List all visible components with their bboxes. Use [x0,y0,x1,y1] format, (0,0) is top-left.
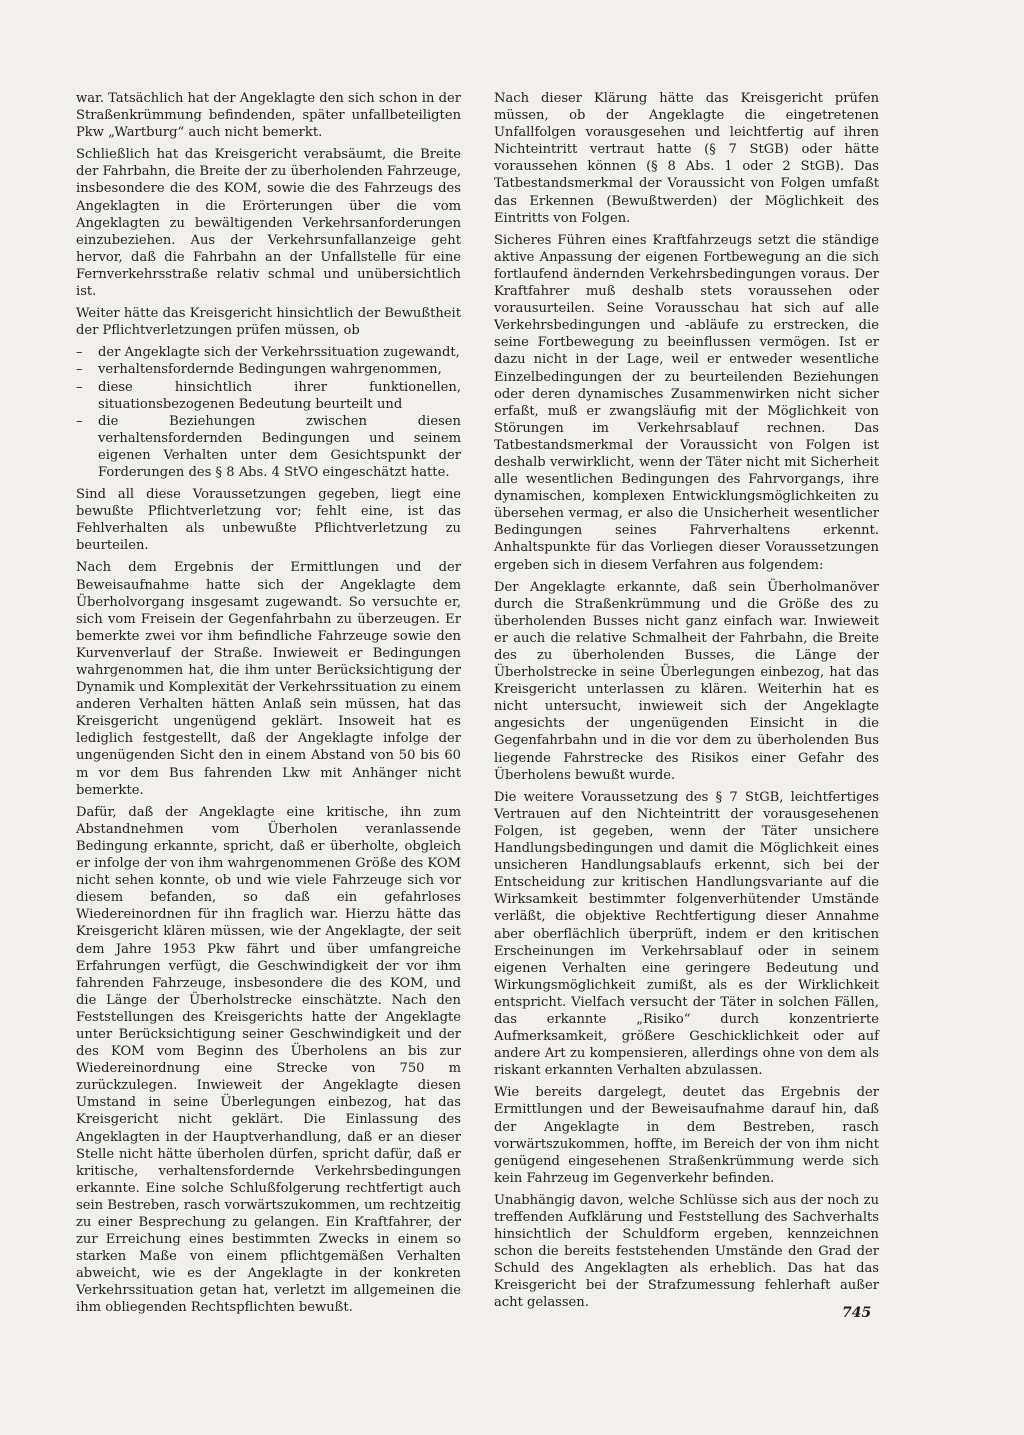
paragraph: Weiter hätte das Kreisgericht hinsichtlich der Bewußtheit der Pflichtverletzungen prüfen müssen, ob [76,306,461,339]
right-column [494,90,879,1317]
paragraph: Unabhängig davon, welche Schlüsse sich aus der noch zu treffenden Aufklärung und Feststellung des Sachverhalts hinsichtlich der Schuldform ergeben, kennzeichnen schon die bereits feststehenden Umstände den Grad der Schuld des Angeklagten als erheblich. Das hat das Kreisgericht bei der Strafzumessung fehlerhaft außer acht gelassen. [494,1192,879,1311]
criteria-list [76,344,461,481]
left-column [76,90,461,1322]
paragraph: Die weitere Voraussetzung des § 7 StGB, leichtfertiges Vertrauen auf den Nichteintritt der vorausgesehenen Folgen, ist gegeben, wenn der Täter unsichere Handlungsbedingungen und damit die Möglichkeit eines unsicheren Handlungsablaufs erkennt, sich bei der Entscheidung zur kritischen Handlungsvariante auf die Wirksamkeit bestimmter folgenverhütender Umstände verläßt, die objektive Rechtfertigung dieser Annahme aber oberflächlich überprüft, indem er den kritischen Erscheinungen im Verkehrsablauf oder in seinem eigenen Verhalten eine geringere Bedeutung und Wirkungsmöglichkeit zumißt, als es der Wirklichkeit entspricht. Vielfach versucht der Täter in solchen Fällen, das erkannte „Risiko“ durch konzentrierte Aufmerksamkeit, größere Geschicklichkeit oder auf andere Art zu kompensieren, allerdings ohne von dem als riskant erkannten Verhalten abzulassen. [494,789,879,1079]
list-item: – die Beziehungen zwischen diesen verhaltensfordernden Bedingungen und seinem eigenen Verhalten unter dem Gesichtspunkt der Forderungen des § 8 Abs. 4 StVO eingeschätzt hatte. [76,413,461,481]
page-number: 745 [842,1305,872,1321]
list-item: – verhaltensfordernde Bedingungen wahrgenommen, [76,361,461,378]
paragraph: Schließlich hat das Kreisgericht verabsäumt, die Breite der Fahrbahn, die Breite der zu überholenden Fahrzeuge, insbesondere die des KOM, sowie die des Fahrzeugs des Angeklagten in die Erörterungen über die vom Angeklagten zu bewältigenden Verkehrsanforderungen einzubeziehen. Aus der Verkehrsunfallanzeige geht hervor, daß die Fahrbahn an der Unfallstelle für eine Fernverkehrsstraße relativ schmal und unübersichtlich ist. [76,147,461,300]
list-item: – diese hinsichtlich ihrer funktionellen, situationsbezogenen Bedeutung beurteilt und [76,379,461,413]
paragraph: Sicheres Führen eines Kraftfahrzeugs setzt die ständige aktive Anpassung der eigenen Fortbewegung an die sich fortlaufend ändernden Verkehrsbedingungen voraus. Der Kraftfahrer muß deshalb stets voraussehen oder vorausurteilen. Seine Vorausschau hat sich auf alle Verkehrsbedingungen und -abläufe zu erstrecken, die seine Fortbewegung zu beeinflussen vermögen. Ist er dazu nicht in der Lage, weil er entweder wesentliche Einzelbedingungen der zu beurteilenden Beziehungen oder deren dynamisches Zusammenwirken nicht sicher erfaßt, muß er zwangsläufig mit der Möglichkeit von Störungen im Verkehrsablauf rechnen. Das Tatbestandsmerkmal der Voraussicht von Folgen ist deshalb verwirklicht, wenn der Täter nicht mit Sicherheit alle wesentlichen Bedingungen des Fahrvorgangs, ihre dynamischen, komplexen Entwicklungsmöglichkeiten zu übersehen vermag, er also die Unsicherheit wesentlicher Bedingungen seines Fahrverhaltens erkennt. Anhaltspunkte für das Vorliegen dieser Voraussetzungen ergeben sich in diesem Verfahren aus folgendem: [494,232,879,573]
paragraph: war. Tatsächlich hat der Angeklagte den sich schon in der Straßenkrümmung befindenden, später unfallbeteiligten Pkw „Wartburg“ auch nicht bemerkt. [76,91,461,141]
paragraph: Sind all diese Voraussetzungen gegeben, liegt eine bewußte Pflichtverletzung vor; fehlt eine, ist das Fehlverhalten als unbewußte Pflichtverletzung zu beurteilen. [76,487,461,554]
paragraph: Der Angeklagte erkannte, daß sein Überholmanöver durch die Straßenkrümmung und die Größe des zu überholenden Busses nicht ganz einfach war. Inwieweit er auch die relative Schmalheit der Fahrbahn, die Breite des zu überholenden Busses, die Länge der Überholstrecke in seine Überlegungen einbezog, hat das Kreisgericht unterlassen zu klären. Weiterhin hat es nicht untersucht, inwieweit sich der Angeklagte angesichts der ungenügenden Einsicht in die Gegenfahrbahn und in die vor dem zu überholenden Bus liegende Fahrstrecke des Risikos einer Gefahr des Überholens bewußt wurde. [494,579,879,783]
paragraph: Nach dieser Klärung hätte das Kreisgericht prüfen müssen, ob der Angeklagte die eingetretenen Unfallfolgen vorausgesehen und leichtfertig auf ihren Nichteintritt vertraut hatte (§ 7 StGB) oder hätte voraussehen können (§ 8 Abs. 1 oder 2 StGB). Das Tatbestandsmerkmal der Voraussicht von Folgen umfaßt das Erkennen (Bewußtwerden) der Möglichkeit des Eintritts von Folgen. [494,91,879,226]
paragraph: Wie bereits dargelegt, deutet das Ergebnis der Ermittlungen und der Beweisaufnahme darauf hin, daß der Angeklagte in dem Bestreben, rasch vorwärtszukommen, hoffte, im Bereich der von ihm nicht genügend eingesehenen Straßenkrümmung werde sich kein Fahrzeug im Gegenverkehr befinden. [494,1085,879,1186]
list-item: – der Angeklagte sich der Verkehrssituation zugewandt, [76,344,461,361]
paragraph: Dafür, daß der Angeklagte eine kritische, ihn zum Abstandnehmen vom Überholen veranlassende Bedingung erkannte, spricht, daß er überholte, obgleich er infolge der von ihm wahrgenommenen Größe des KOM nicht sehen konnte, ob und wie viele Fahrzeuge sich vor diesem befanden, so daß ein gefahrloses Wiedereinordnen für ihn fraglich war. Hierzu hätte das Kreisgericht klären müssen, wie der Angeklagte, der seit dem Jahre 1953 Pkw fährt und über umfangreiche Erfahrungen verfügt, die Geschwindigkeit der vor ihm fahrenden Fahrzeuge, insbesondere die des KOM, und die Länge der Überholstrecke einschätzte. Nach den Feststellungen des Kreisgerichts hatte der Angeklagte unter Berücksichtigung seiner Geschwindigkeit und der des KOM vom Beginn des Überholens an bis zur Wiedereinordnung eine Strecke von 750 m zurückzulegen. Inwieweit der Angeklagte diesen Umstand in seine Überlegungen einbezog, hat das Kreisgericht nicht geklärt. Die Einlassung des Angeklagten in der Hauptverhandlung, daß er an dieser Stelle nicht hätte überholen dürfen, spricht dafür, daß er kritische, verhaltensfordernde Verkehrsbedingungen erkannte. Eine solche Schlußfolgerung rechtfertigt auch sein Bestreben, rasch vorwärtszukommen, um rechtzeitig zu einer Besprechung zu gelangen. Ein Kraftfahrer, der zur Erreichung eines bestimmten Zwecks in einem so starken Maße von einem pflichtgemäßen Verhalten abweicht, wie es der Angeklagte in der konkreten Verkehrssituation getan hat, verletzt im allgemeinen die ihm obliegenden Rechtspflichten bewußt. [76,804,461,1316]
paragraph: Nach dem Ergebnis der Ermittlungen und der Beweisaufnahme hatte sich der Angeklagte dem Überholvorgang insgesamt zugewandt. So versuchte er, sich vom Freisein der Gegenfahrbahn zu überzeugen. Er bemerkte zwei vor ihm befindliche Fahrzeuge sowie den Kurvenverlauf der Straße. Inwieweit er Bedingungen wahrgenommen hat, die ihm unter Berücksichtigung der Dynamik und Komplexität der Verkehrssituation zu einem anderen Verhalten hätten Anlaß sein müssen, hat das Kreisgericht ungenügend geklärt. Insoweit hat es lediglich festgestellt, daß der Angeklagte infolge der ungenügenden Sicht den in einem Abstand von 50 bis 60 m vor dem Bus fahrenden Lkw mit Anhänger nicht bemerkte. [76,560,461,798]
